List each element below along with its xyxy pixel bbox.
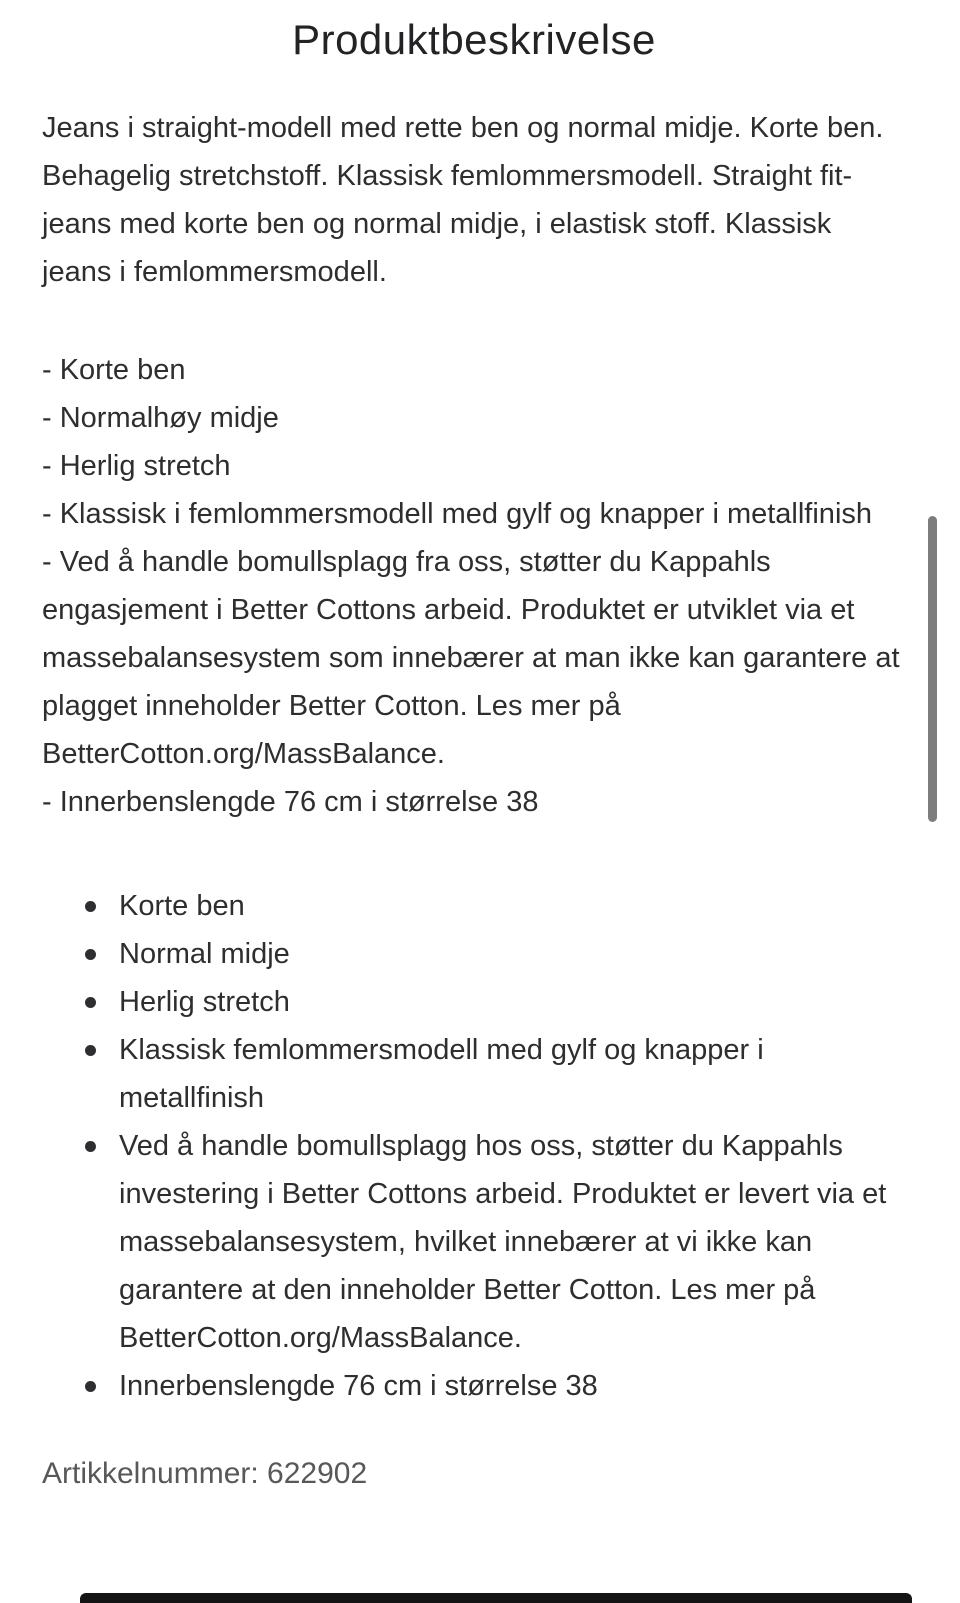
bullet-item-text: Innerbenslengde 76 cm i størrelse 38 xyxy=(119,1370,598,1402)
product-intro-paragraph: Jeans i straight-modell med rette ben og normal midje. Korte ben. Behagelig stretchstoff. Klassisk femlommersmodell. Straight fit-jeans med korte ben og normal midje, i elastisk stoff. Klassisk jeans i femlommersmodell. xyxy=(42,112,884,288)
bullet-list-item xyxy=(85,978,906,1026)
bullet-icon xyxy=(85,949,96,960)
dash-list-item: - Korte ben xyxy=(42,354,186,386)
dash-list-item: - Ved å handle bomullsplagg fra oss, støtter du Kappahls engasjement i Better Cottons arbeid. Produktet er utviklet via et massebalansesystem som innebærer at man ikke kan garantere at plagget inneholder Better Cotton. Les mer på BetterCotton.org/MassBalance. xyxy=(42,546,900,770)
bullet-list-item xyxy=(85,1122,906,1362)
bullet-item-text: Herlig stretch xyxy=(119,986,290,1018)
bullet-icon xyxy=(85,997,96,1008)
bullet-feature-list xyxy=(42,882,906,1410)
dash-list-item: - Herlig stretch xyxy=(42,450,231,482)
bullet-list-item xyxy=(85,882,906,930)
dash-feature-list xyxy=(42,346,906,826)
bullet-list-item xyxy=(85,930,906,978)
bullet-icon xyxy=(85,1141,96,1152)
bullet-list-item xyxy=(85,1362,906,1410)
bullet-item-text: Normal midje xyxy=(119,938,290,970)
dash-list-item: - Innerbenslengde 76 cm i størrelse 38 xyxy=(42,786,539,818)
bullet-list-item xyxy=(85,1026,906,1122)
bullet-item-text: Klassisk femlommersmodell med gylf og knapper i metallfinish xyxy=(119,1034,764,1114)
bottom-bar[interactable] xyxy=(80,1593,912,1603)
scrollbar-thumb[interactable] xyxy=(928,516,937,822)
bullet-item-text: Ved å handle bomullsplagg hos oss, støtter du Kappahls investering i Better Cottons arbeid. Produktet er levert via et massebalansesystem, hvilket innebærer at vi ikke kan garantere at den inneholder Better Cotton. Les mer på BetterCotton.org/MassBalance. xyxy=(119,1130,887,1354)
bullet-icon xyxy=(85,1381,96,1392)
bullet-item-text: Korte ben xyxy=(119,890,245,922)
dash-list-item: - Normalhøy midje xyxy=(42,402,279,434)
article-number: Artikkelnummer: 622902 xyxy=(42,1457,368,1490)
page-title: Produktbeskrivelse xyxy=(292,16,656,63)
dash-list-item: - Klassisk i femlommersmodell med gylf og knapper i metallfinish xyxy=(42,498,873,530)
bullet-icon xyxy=(85,1045,96,1056)
bullet-icon xyxy=(85,901,96,912)
